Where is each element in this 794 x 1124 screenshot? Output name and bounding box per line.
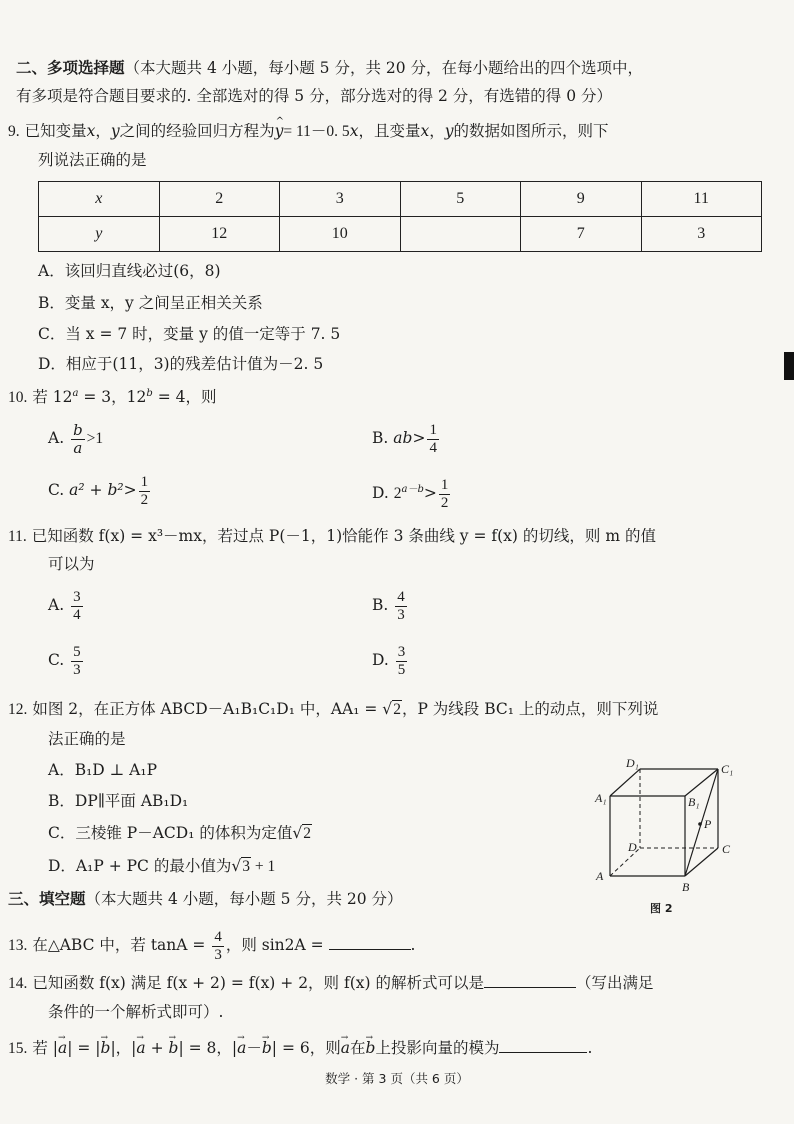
table-cell: 5 (400, 182, 521, 217)
question-14-line2: 条件的一个解析式即可）. (48, 1003, 224, 1021)
label-p: P (704, 817, 712, 831)
q11-option-a: A. $\frac{3}{4}$ (48, 588, 81, 623)
table-cell: 2 (159, 182, 280, 217)
page-footer: 数学 · 第 3 页（共 6 页） (325, 1071, 469, 1086)
question-13: 13. 在△ABC 中，若 tanA = $\frac{4}{3}$ ，则 sin2A = . (8, 928, 416, 963)
q12-option-b: B．DP∥平面 AB₁D₁ (48, 792, 189, 810)
label-d: D (628, 840, 637, 854)
segment-bc1 (685, 769, 718, 876)
answer-blank-13[interactable] (329, 949, 411, 950)
q11-option-c: C. $\frac{5}{3}$ (48, 643, 81, 678)
table-cell: 3 (641, 217, 762, 252)
question-10: 10. 若 $12^a = 3$，$12^b = 4$，则 (8, 388, 217, 407)
table-row (39, 182, 762, 217)
table-cell: 9 (521, 182, 642, 217)
edge-bc (685, 848, 718, 876)
q11-option-d: D. $\frac{3}{5}$ (372, 643, 406, 678)
q12-option-d: D．A₁P + PC 的最小值为√3 + 1 (48, 857, 276, 875)
question-9-line1: 9. 已知变量x，y之间的经验回归方程为^ y= 11－0. 5x，且变量x，y的数据如图所示，则下 (8, 120, 609, 143)
question-12-line2: 法正确的是 (48, 730, 126, 748)
edge-a1d1 (610, 769, 640, 796)
table-cell: x (39, 182, 160, 217)
q9-option-a: A．该回归直线必过(6，8) (38, 262, 221, 280)
q12-option-c: C．三棱锥 P－ACD₁ 的体积为定值√2 (48, 824, 311, 842)
question-12-line1: 12. 如图 2，在正方体 ABCD－A₁B₁C₁D₁ 中，AA₁ = √2，P 为线段 BC₁ 上的动点，则下列说 (8, 700, 659, 718)
table-cell (400, 217, 521, 252)
q10-option-b: B. ab> $\frac{1}{4}$ (372, 421, 437, 456)
table-row (39, 217, 762, 252)
label-d1: D₁ (626, 756, 639, 770)
question-15: 15. 若 |→ a| = |→ b|，|→ a + → b| = 8，|→ a－→ b| = 6，则→ a在→ b上投影向量的模为 . (8, 1037, 592, 1060)
q9-option-b: B．变量 x，y 之间呈正相关关系 (38, 294, 263, 312)
label-b: B (682, 880, 690, 894)
section3-desc: （本大题共 4 小题，每小题 5 分，共 20 分） (85, 890, 403, 908)
label-a: A (596, 869, 604, 883)
section2-title: 二、多项选择题 (16, 58, 125, 77)
label-c1: C₁ (721, 762, 734, 776)
q12-option-a: A．B₁D ⊥ A₁P (48, 761, 157, 779)
label-b1: B₁ (688, 795, 700, 809)
table-cell: 12 (159, 217, 280, 252)
section2-desc-line1: （本大题共 4 小题，每小题 5 分，共 20 分，在每小题给出的四个选项中， (124, 59, 644, 77)
question-14-line1: 14. 已知函数 f(x) 满足 f(x + 2) = f(x) + 2，则 f(x) 的解析式可以是 （写出满足 (8, 974, 654, 992)
table-cell: 7 (521, 217, 642, 252)
table-cell: 11 (641, 182, 762, 217)
label-a1: A₁ (595, 791, 607, 805)
cube-figure (590, 752, 740, 917)
q9-option-d: D．相应于(11，3)的残差估计值为－2. 5 (38, 355, 324, 373)
table-cell: y (39, 217, 160, 252)
answer-blank-15[interactable] (499, 1052, 587, 1053)
margin-marker (784, 352, 794, 380)
answer-blank-14[interactable] (484, 987, 576, 988)
edge-b1c1 (685, 769, 718, 796)
section3-title: 三、填空题 (8, 889, 86, 908)
label-c: C (722, 842, 731, 856)
q11-option-b: B. $\frac{4}{3}$ (372, 588, 405, 623)
q10-option-c: C. a² + b²> $\frac{1}{2}$ (48, 473, 149, 508)
q9-option-c: C．当 x = 7 时，变量 y 的值一定等于 7. 5 (38, 325, 341, 343)
question-11-line1: 11. 已知函数 f(x) = x³－mx，若过点 P(－1，1)恰能作 3 条曲线 y = f(x) 的切线，则 m 的值 (8, 527, 656, 545)
question-11-line2: 可以为 (48, 555, 95, 573)
table-cell: 10 (280, 217, 401, 252)
section2-desc-line2: 有多项是符合题目要求的. 全部选对的得 5 分，部分选对的得 2 分，有选错的得 0 分） (16, 87, 613, 105)
table-cell: 3 (280, 182, 401, 217)
figure-caption: 图 2 (650, 902, 673, 915)
point-p (698, 822, 702, 826)
data-table (38, 181, 762, 252)
q10-option-a: A. $\frac{b}{a}$ >1 (48, 420, 104, 457)
question-9-line2: 列说法正确的是 (38, 151, 147, 169)
section3-heading (8, 888, 403, 910)
q10-option-d: D. $2^{a-b}>$ $\frac{1}{2}$ (372, 476, 449, 511)
section2-heading (16, 57, 643, 79)
